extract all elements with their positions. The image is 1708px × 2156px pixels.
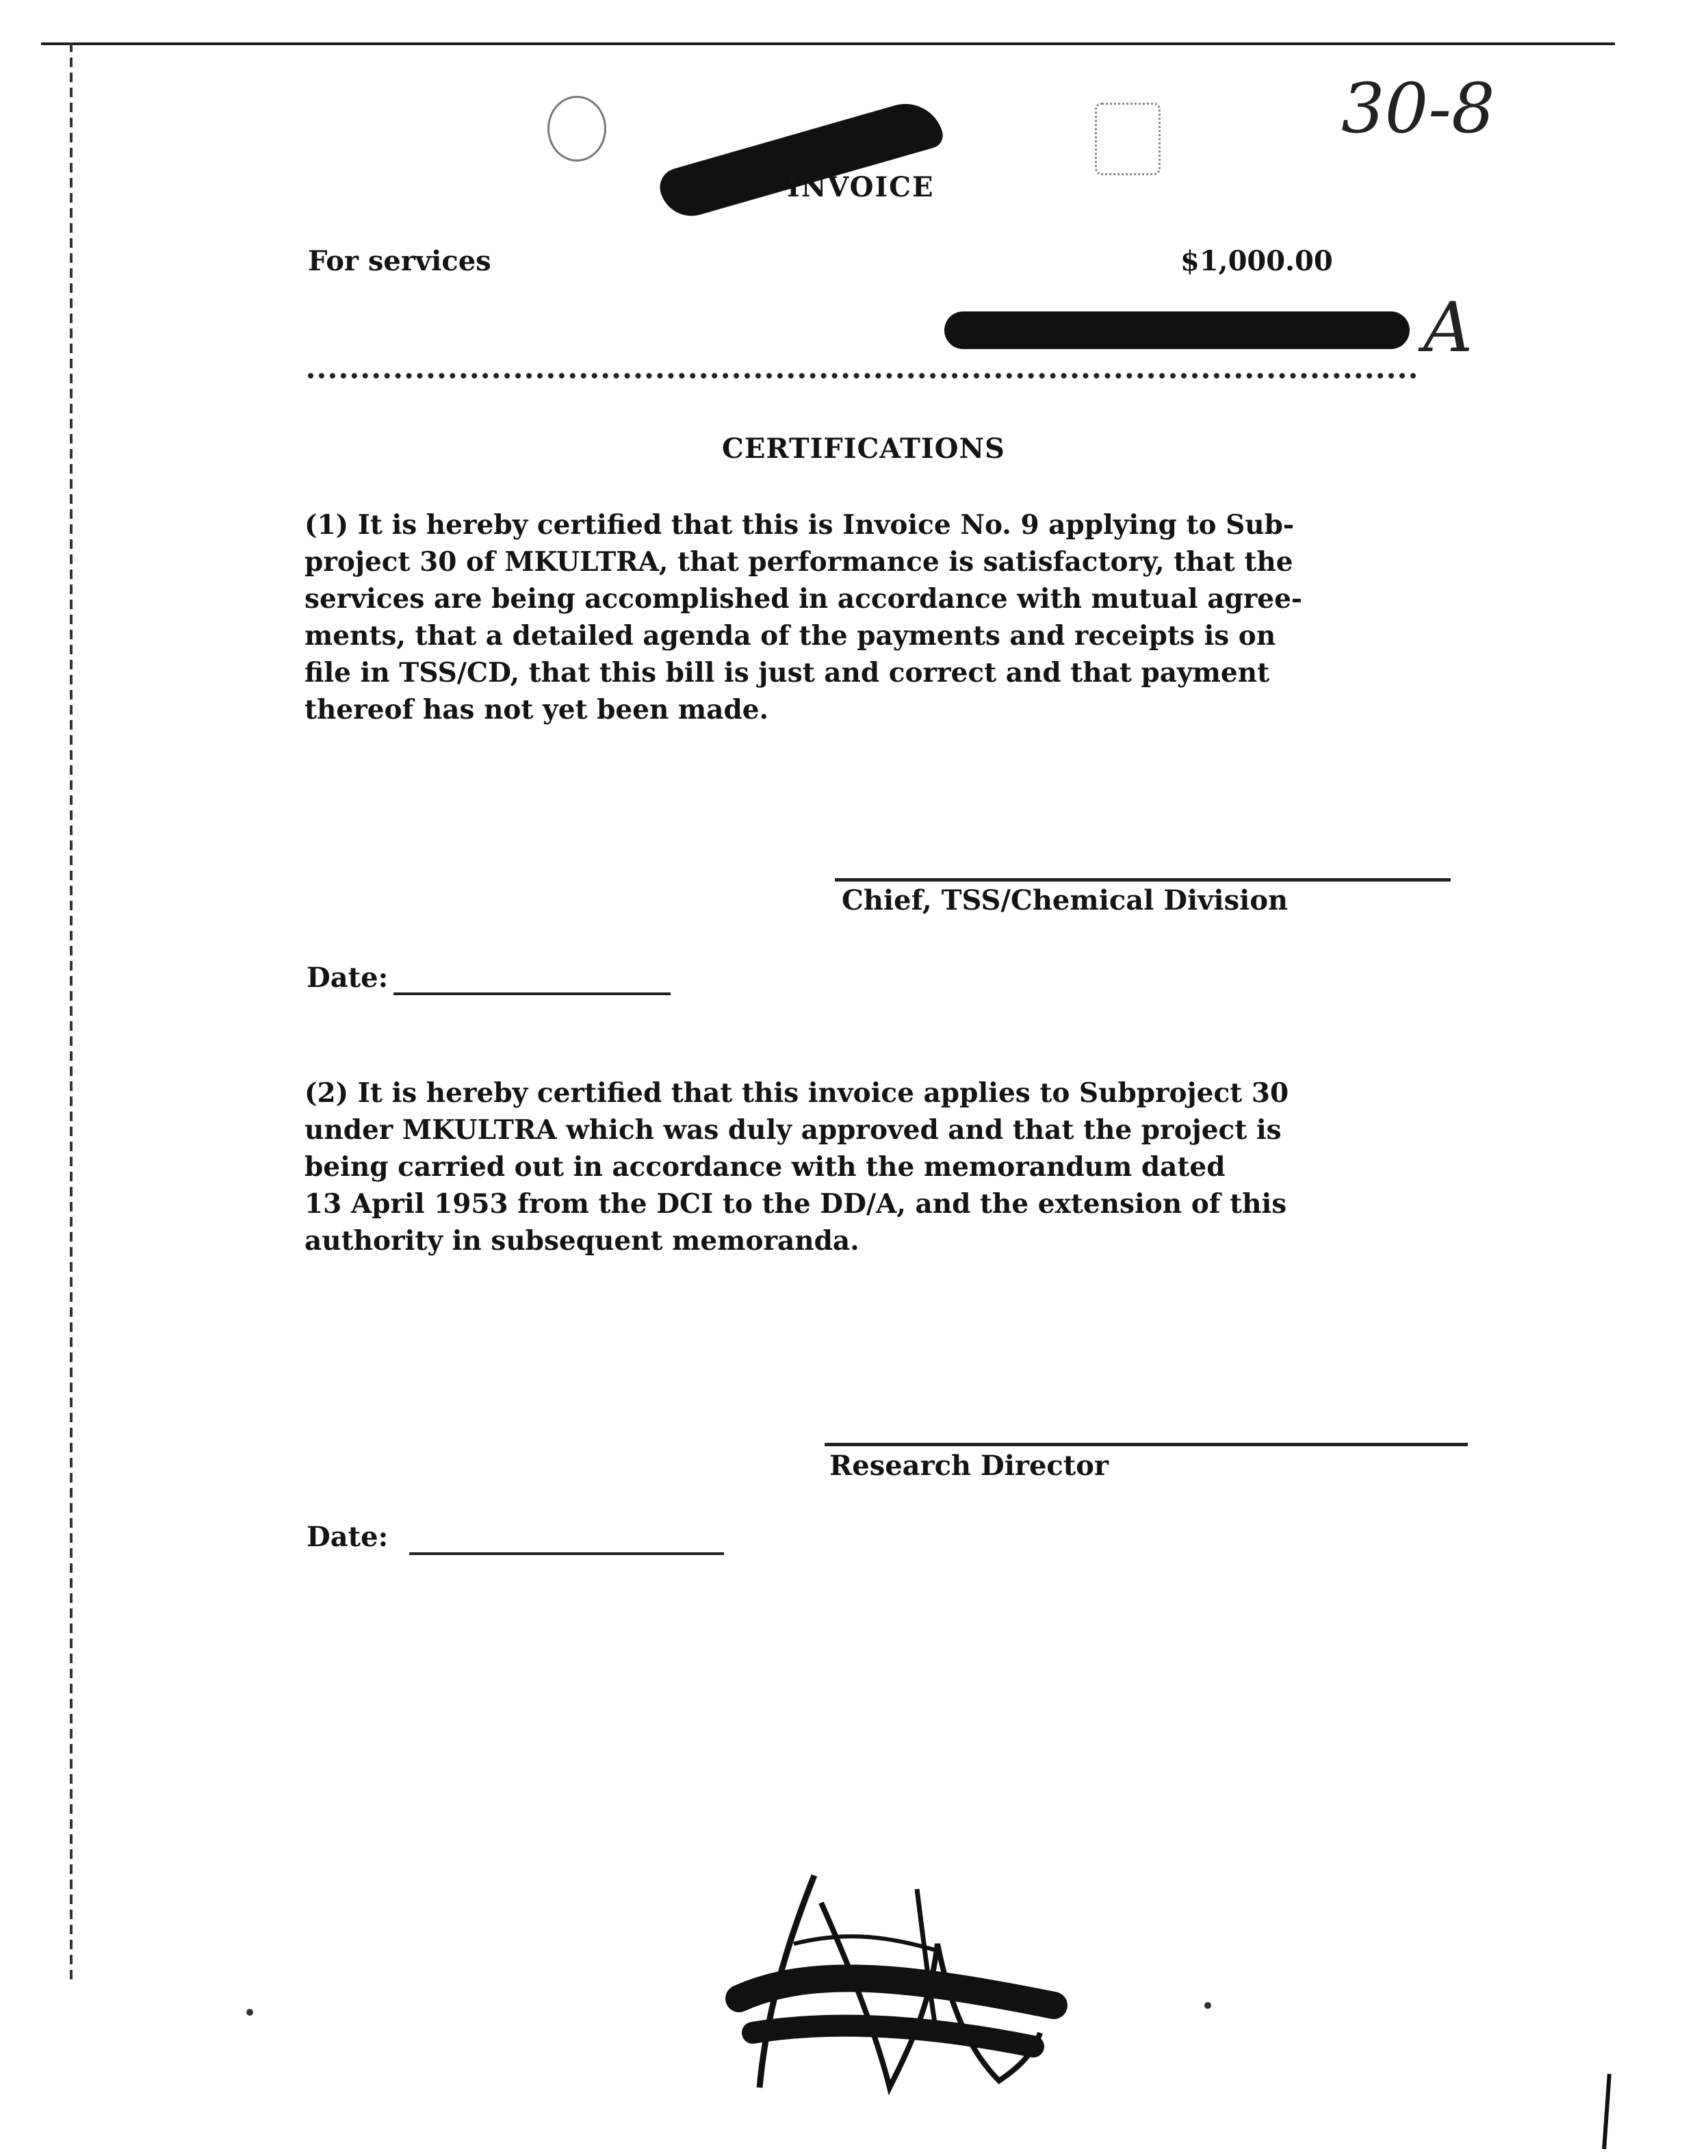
signature-line — [835, 878, 1451, 882]
handwritten-signature — [712, 1862, 1081, 2108]
left-edge-line — [70, 42, 73, 1979]
date-label: Date: — [307, 962, 389, 994]
signature-line — [825, 1443, 1468, 1446]
certifications-heading: CERTIFICATIONS — [722, 433, 1005, 465]
signatory-chief-label: Chief, TSS/Chemical Division — [842, 884, 1289, 916]
certification-line: ments, that a detailed agenda of the payments and receipts is on — [305, 620, 1276, 652]
signatory-research-director-label: Research Director — [829, 1450, 1109, 1482]
invoice-title: INVOICE — [787, 171, 935, 203]
certification-2-text — [305, 1075, 1434, 1259]
speck — [246, 2009, 253, 2016]
edge-mark — [1602, 2074, 1612, 2149]
certification-line: authority in subsequent memoranda. — [305, 1225, 859, 1257]
date-line — [393, 992, 671, 995]
certification-line: (2) It is hereby certified that this invoice applies to Subproject 30 — [305, 1077, 1289, 1109]
certification-line: file in TSS/CD, that this bill is just and correct and that payment — [305, 657, 1270, 689]
stamp-mark — [1095, 103, 1161, 175]
date-line — [409, 1552, 724, 1555]
dashed-divider — [308, 373, 1416, 378]
speck — [1204, 2002, 1211, 2009]
certification-line: 13 April 1953 from the DCI to the DD/A, and the extension of this — [305, 1188, 1287, 1220]
certification-line: thereof has not yet been made. — [305, 694, 769, 726]
handwritten-letter: A — [1423, 287, 1473, 368]
services-label: For services — [308, 245, 491, 277]
top-border-line — [41, 42, 1615, 45]
certification-line: being carried out in accordance with the memorandum dated — [305, 1151, 1226, 1183]
certification-line: (1) It is hereby certified that this is Invoice No. 9 applying to Sub- — [305, 509, 1295, 541]
redaction-mark — [944, 311, 1410, 349]
certification-1-text — [305, 506, 1434, 728]
date-label: Date: — [307, 1521, 389, 1553]
certification-line: project 30 of MKULTRA, that performance is satisfactory, that the — [305, 546, 1293, 578]
handwritten-number: 30-8 — [1341, 68, 1495, 149]
services-amount: $1,000.00 — [1180, 245, 1333, 277]
certification-line: under MKULTRA which was duly approved and that the project is — [305, 1114, 1282, 1146]
certification-line: services are being accomplished in accordance with mutual agree- — [305, 583, 1303, 615]
stamp-mark — [547, 96, 606, 162]
redaction-mark — [656, 95, 946, 224]
